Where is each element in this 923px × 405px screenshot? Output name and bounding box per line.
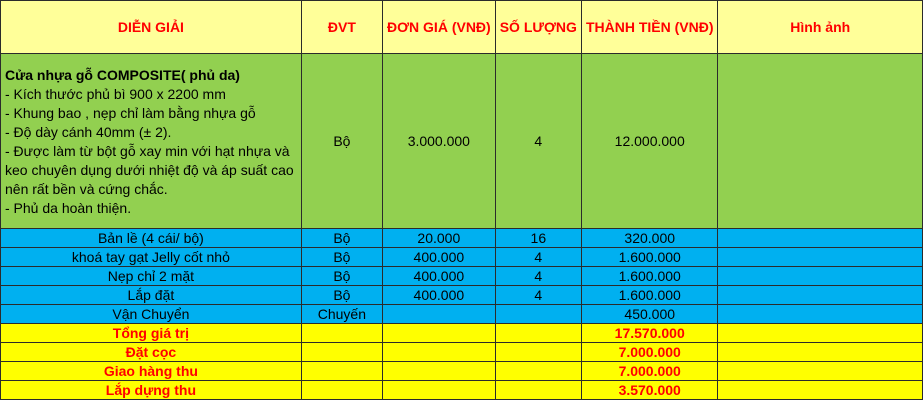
accessory-description[interactable]: Bản lề (4 cái/ bộ)	[1, 229, 302, 248]
accessory-quantity[interactable]	[495, 305, 581, 324]
accessory-unit[interactable]: Bộ	[301, 248, 382, 267]
summary-label[interactable]: Đặt cọc	[1, 343, 302, 362]
accessory-image-cell[interactable]	[718, 229, 923, 248]
main-item-description[interactable]	[1, 54, 302, 229]
accessory-unit-price[interactable]: 400.000	[382, 286, 495, 305]
summary-row-delivery	[1, 362, 923, 381]
main-item-unit-price[interactable]: 3.000.000	[382, 54, 495, 229]
header-quantity: SỐ LƯỢNG	[495, 1, 581, 54]
summary-value[interactable]: 7.000.000	[581, 343, 718, 362]
summary-blank-cell[interactable]	[382, 381, 495, 400]
accessory-row	[1, 286, 923, 305]
accessory-image-cell[interactable]	[718, 286, 923, 305]
accessory-quantity[interactable]: 4	[495, 248, 581, 267]
accessory-unit[interactable]: Bộ	[301, 267, 382, 286]
accessory-quantity[interactable]: 4	[495, 267, 581, 286]
summary-blank-cell[interactable]	[382, 343, 495, 362]
header-image: Hình ảnh	[718, 1, 923, 54]
main-item-line: - Độ dày cánh 40mm (± 2).	[5, 124, 172, 140]
accessory-total[interactable]: 1.600.000	[581, 286, 718, 305]
summary-blank-cell[interactable]	[495, 381, 581, 400]
main-item-line: - Khung bao , nẹp chỉ làm bằng nhựa gỗ	[5, 105, 256, 121]
accessory-row	[1, 267, 923, 286]
summary-blank-cell[interactable]	[301, 381, 382, 400]
accessory-row	[1, 305, 923, 324]
summary-label[interactable]: Giao hàng thu	[1, 362, 302, 381]
summary-blank-cell[interactable]	[382, 324, 495, 343]
summary-blank-cell[interactable]	[382, 362, 495, 381]
accessory-quantity[interactable]: 4	[495, 286, 581, 305]
accessory-image-cell[interactable]	[718, 267, 923, 286]
main-item-line: - Phủ da hoàn thiện.	[5, 200, 132, 216]
accessory-unit[interactable]: Bộ	[301, 286, 382, 305]
main-item-line: keo chuyên dụng dưới nhiệt độ và áp suất cao	[5, 162, 294, 178]
header-description: DIỄN GIẢI	[1, 1, 302, 54]
main-item-row	[1, 54, 923, 229]
summary-label[interactable]: Lắp dựng thu	[1, 381, 302, 400]
accessory-image-cell[interactable]	[718, 305, 923, 324]
accessory-unit[interactable]: Bộ	[301, 229, 382, 248]
accessory-unit[interactable]: Chuyến	[301, 305, 382, 324]
accessory-total[interactable]: 450.000	[581, 305, 718, 324]
accessory-unit-price[interactable]: 20.000	[382, 229, 495, 248]
summary-blank-cell[interactable]	[718, 343, 923, 362]
summary-value[interactable]: 7.000.000	[581, 362, 718, 381]
main-item-line: nên rất bền và cứng chắc.	[5, 181, 168, 197]
summary-row-installation	[1, 381, 923, 400]
main-item-total[interactable]: 12.000.000	[581, 54, 718, 229]
accessory-quantity[interactable]: 16	[495, 229, 581, 248]
accessory-unit-price[interactable]: 400.000	[382, 267, 495, 286]
header-total: THÀNH TIỀN (VNĐ)	[581, 1, 718, 54]
accessory-image-cell[interactable]	[718, 248, 923, 267]
header-unit-price: ĐƠN GIÁ (VNĐ)	[382, 1, 495, 54]
summary-value[interactable]: 17.570.000	[581, 324, 718, 343]
accessory-unit-price[interactable]: 400.000	[382, 248, 495, 267]
main-item-quantity[interactable]: 4	[495, 54, 581, 229]
summary-blank-cell[interactable]	[718, 381, 923, 400]
accessory-row	[1, 248, 923, 267]
accessory-row	[1, 229, 923, 248]
accessory-total[interactable]: 1.600.000	[581, 248, 718, 267]
main-item-image-cell[interactable]	[718, 54, 923, 229]
main-item-line: - Được làm từ bột gỗ xay min với hạt nhựa và	[5, 143, 290, 159]
accessory-unit-price[interactable]	[382, 305, 495, 324]
summary-blank-cell[interactable]	[495, 362, 581, 381]
accessory-description[interactable]: Vận Chuyển	[1, 305, 302, 324]
summary-blank-cell[interactable]	[301, 343, 382, 362]
summary-label[interactable]: Tổng giá trị	[1, 324, 302, 343]
accessory-description[interactable]: Lắp đặt	[1, 286, 302, 305]
accessory-description[interactable]: Nẹp chỉ 2 mặt	[1, 267, 302, 286]
summary-row-total	[1, 324, 923, 343]
accessory-total[interactable]: 1.600.000	[581, 267, 718, 286]
summary-blank-cell[interactable]	[301, 324, 382, 343]
main-item-title: Cửa nhựa gỗ COMPOSITE( phủ da)	[5, 67, 240, 83]
summary-blank-cell[interactable]	[718, 362, 923, 381]
main-item-line: - Kích thước phủ bì 900 x 2200 mm	[5, 86, 226, 102]
summary-blank-cell[interactable]	[495, 324, 581, 343]
header-row	[1, 1, 923, 54]
accessory-description[interactable]: khoá tay gạt Jelly cốt nhỏ	[1, 248, 302, 267]
header-unit: ĐVT	[301, 1, 382, 54]
summary-blank-cell[interactable]	[718, 324, 923, 343]
summary-blank-cell[interactable]	[301, 362, 382, 381]
summary-value[interactable]: 3.570.000	[581, 381, 718, 400]
summary-row-deposit	[1, 343, 923, 362]
summary-blank-cell[interactable]	[495, 343, 581, 362]
accessory-total[interactable]: 320.000	[581, 229, 718, 248]
main-item-unit[interactable]: Bộ	[301, 54, 382, 229]
